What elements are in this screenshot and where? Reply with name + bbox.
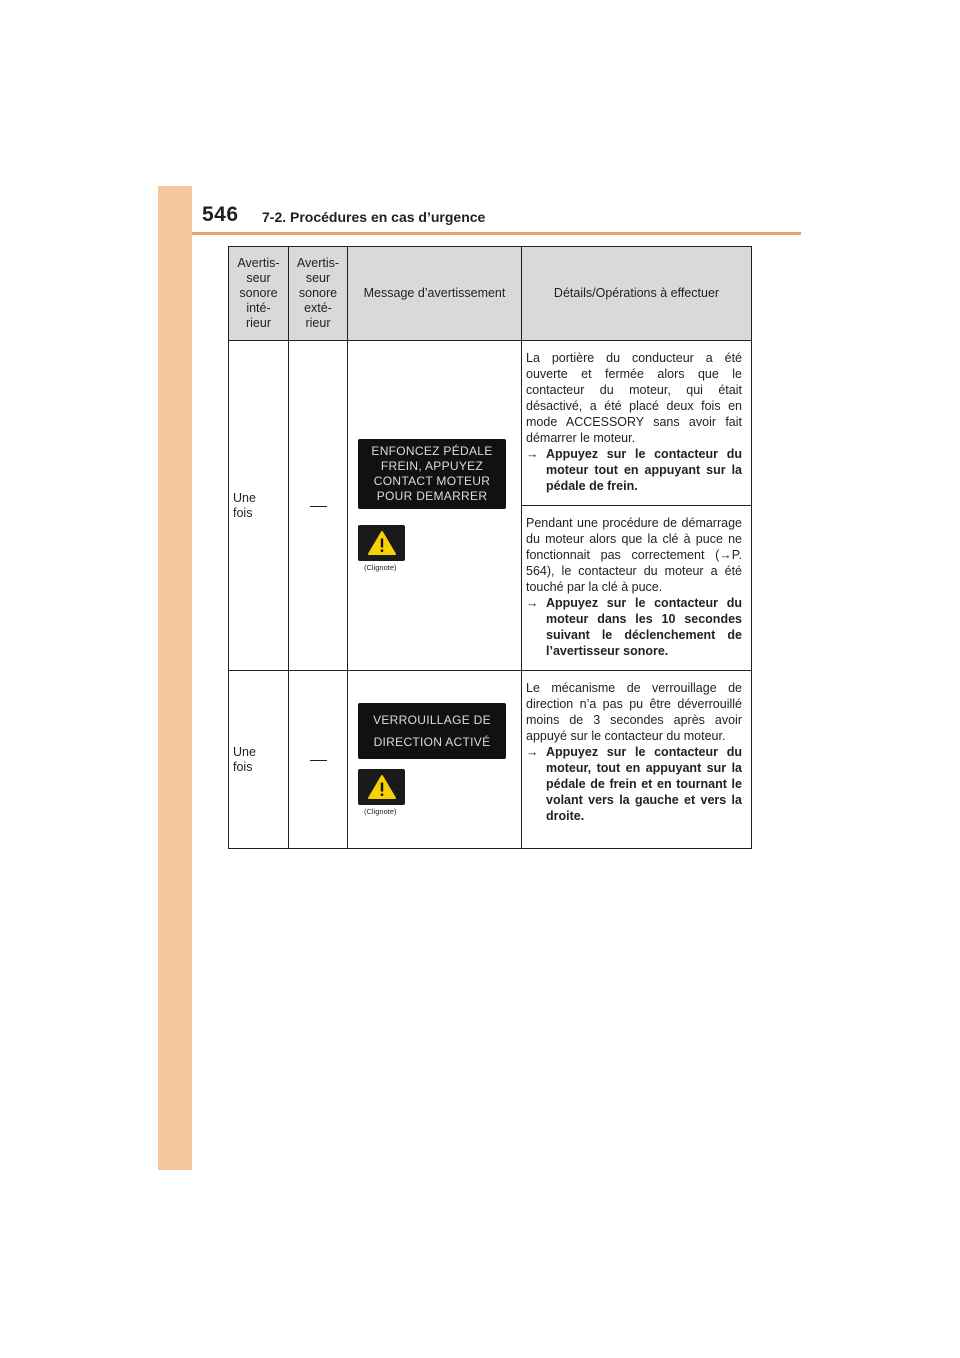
col-exterior-line: exté- — [304, 301, 332, 315]
details-cell — [522, 341, 752, 506]
arrow-icon: → — [526, 596, 539, 610]
col-exterior-line: Avertis- — [296, 256, 340, 270]
warning-triangle-icon — [358, 769, 405, 805]
col-exterior-line: rieur — [305, 316, 331, 330]
action-instruction — [526, 744, 742, 824]
blink-label: (Clignote) — [364, 807, 397, 816]
display-line: DIRECTION ACTIVÉ — [373, 735, 491, 749]
interior-count-cell — [229, 341, 289, 671]
message-cell — [348, 341, 522, 671]
col-interior-line: rieur — [245, 316, 271, 330]
exterior-dash-cell — [289, 341, 348, 671]
display-line: VERROUILLAGE DE — [373, 713, 491, 727]
display-line: POUR DEMARRER — [376, 489, 488, 503]
interior-count-line: fois — [233, 505, 253, 520]
action-text: Appuyez sur le contacteur du moteur tout en appuyant sur la pédale de frein. — [546, 447, 742, 493]
action-instruction — [526, 595, 742, 659]
dash-mark — [310, 760, 327, 761]
message-cell — [348, 671, 522, 849]
page-number: 546 — [202, 203, 239, 226]
section-title: 7-2. Procédures en cas d’urgence — [262, 209, 486, 225]
col-header-details: Détails/Opérations à effectuer — [522, 247, 752, 341]
details-cell — [522, 671, 752, 849]
display-line: FREIN, APPUYEZ — [380, 459, 484, 473]
exterior-dash-cell — [289, 671, 348, 849]
blink-label: (Clignote) — [364, 563, 397, 572]
col-header-interior — [229, 247, 289, 341]
col-header-message: Message d’avertissement — [348, 247, 522, 341]
arrow-icon: → — [526, 745, 539, 759]
interior-count-line: Une — [233, 744, 256, 759]
interior-count-line: fois — [233, 759, 253, 774]
details-cell — [522, 506, 752, 671]
col-exterior-line: sonore — [298, 286, 338, 300]
table-row — [229, 341, 752, 506]
warning-display-message — [358, 439, 506, 509]
col-exterior-line: seur — [305, 271, 331, 285]
col-interior-line: Avertis- — [237, 256, 280, 270]
dash-mark — [310, 506, 327, 507]
warning-table — [228, 246, 752, 849]
details-text: Pendant une procédure de démarrage du moteur alors que la clé à puce ne fonctionnait pas correctement (→P. 564), le contacteur du moteur a été touché par la clé à puce. — [526, 516, 742, 594]
table-header-row — [229, 247, 752, 341]
warning-display-message — [358, 703, 506, 759]
col-header-exterior — [289, 247, 348, 341]
action-text: Appuyez sur le contacteur du moteur, tout en appuyant sur la pédale de frein et en tournant le volant vers la gauche et vers la droite. — [546, 745, 742, 823]
details-text: La portière du conducteur a été ouverte et fermée alors que le contacteur du moteur, qui était désactivé, a été placé deux fois en mode ACCESSORY sans avoir fait démarrer le moteur. — [526, 351, 742, 445]
header-rule — [192, 232, 801, 235]
interior-count-line: Une — [233, 490, 256, 505]
warning-triangle-icon — [358, 525, 405, 561]
col-interior-line: seur — [246, 271, 271, 285]
details-text: Le mécanisme de verrouillage de direction n’a pas pu être déverrouillé moins de 3 secondes après avoir appuyé sur le contacteur du moteur. — [526, 681, 742, 743]
action-text: Appuyez sur le contacteur du moteur dans les 10 secondes suivant le déclenchement de l’avertisseur sonore. — [546, 596, 742, 658]
arrow-icon: → — [526, 447, 539, 461]
interior-count-cell — [229, 671, 289, 849]
col-interior-line: sonore — [239, 286, 278, 300]
table-row — [229, 671, 752, 849]
side-tab-band — [158, 186, 192, 1170]
display-line: CONTACT MOTEUR — [373, 474, 491, 488]
display-line: ENFONCEZ PÉDALE — [371, 444, 493, 458]
col-interior-line: inté- — [246, 301, 271, 315]
action-instruction — [526, 446, 742, 494]
